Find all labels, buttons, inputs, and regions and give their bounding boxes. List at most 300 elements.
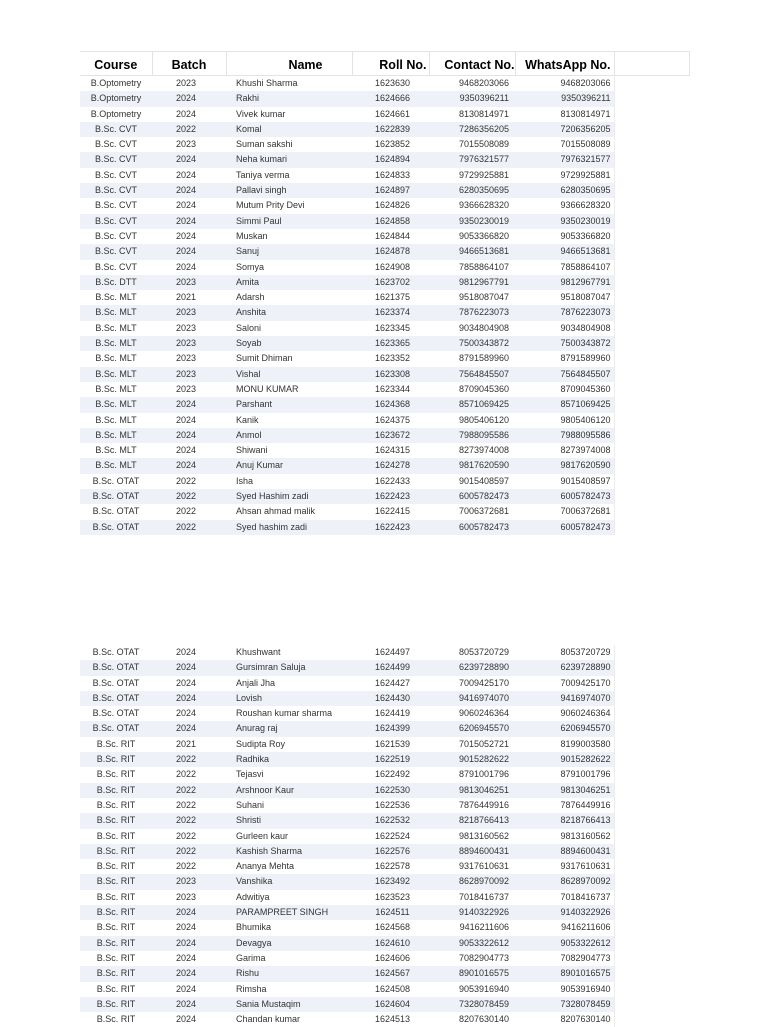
cell-whatsapp: 9060246364 [560, 708, 611, 719]
cell-roll: 1624826 [374, 200, 411, 211]
cell-empty [614, 951, 689, 966]
cell-empty [614, 1012, 689, 1027]
cell-contact: 7018416737 [458, 891, 509, 902]
cell-contact: 6280350695 [429, 183, 515, 198]
cell-whatsapp: 9813160562 [560, 830, 611, 841]
table-row [80, 982, 689, 997]
cell-batch: 2023 [152, 305, 226, 320]
cell-contact: 9053322612 [429, 936, 515, 951]
cell-roll: 1624666 [352, 91, 429, 106]
cell-name: Arshnoor Kaur [226, 783, 352, 798]
cell-name: Vanshika [226, 874, 352, 889]
cell-whatsapp: 7082904773 [560, 952, 611, 963]
cell-whatsapp: 7876449916 [560, 799, 611, 810]
cell-batch: 2024 [152, 91, 226, 106]
cell-whatsapp: 9350230019 [515, 214, 614, 229]
cell-contact: 9468203066 [458, 78, 509, 88]
table-row [80, 367, 689, 382]
cell-contact: 9812967791 [429, 275, 515, 290]
table-row [80, 660, 689, 675]
cell-whatsapp: 9817620590 [515, 458, 614, 473]
cell-empty [614, 351, 689, 366]
cell-roll: 1623523 [374, 891, 411, 902]
header-course: Course [80, 52, 152, 76]
cell-name: Anshita [226, 305, 352, 320]
table-row [80, 859, 689, 874]
cell-whatsapp: 8901016575 [515, 966, 614, 981]
table-row [80, 91, 689, 106]
cell-contact: 8791589960 [458, 353, 509, 364]
cell-whatsapp: 9015282622 [515, 752, 614, 767]
cell-whatsapp: 8628970092 [515, 874, 614, 889]
table-row [80, 504, 689, 519]
cell-name: Amita [226, 275, 352, 290]
cell-name: Suman sakshi [236, 139, 293, 150]
cell-batch: 2022 [175, 799, 197, 810]
cell-course: B.Sc. RIT [80, 874, 152, 889]
cell-empty [614, 122, 689, 137]
cell-batch: 2023 [175, 139, 197, 150]
student-table-1 [80, 51, 690, 535]
cell-batch: 2024 [175, 414, 197, 425]
table-row [80, 107, 689, 122]
cell-empty [614, 798, 689, 813]
cell-batch: 2023 [152, 874, 226, 889]
cell-batch: 2022 [152, 520, 226, 535]
cell-empty [614, 504, 689, 519]
cell-roll: 1623344 [374, 383, 411, 394]
cell-course: B.Sc. RIT [80, 844, 152, 859]
cell-empty [614, 676, 689, 691]
sheet-page-2 [80, 645, 689, 1027]
cell-contact: 9466513681 [429, 244, 515, 259]
cell-roll: 1624661 [374, 108, 411, 119]
cell-whatsapp: 7500343872 [515, 336, 614, 351]
table-row [80, 458, 689, 473]
table-row [80, 474, 689, 489]
cell-contact: 8901016575 [429, 966, 515, 981]
table-row [80, 137, 689, 152]
table-row [80, 890, 689, 905]
cell-course: B.Sc. CVT [94, 200, 137, 211]
cell-course: B.Sc. OTAT [92, 708, 140, 719]
cell-course: B.Sc. OTAT [80, 691, 152, 706]
cell-batch: 2024 [152, 397, 226, 412]
table-row [80, 183, 689, 198]
cell-name: Anjali Jha [236, 677, 276, 688]
cell-roll: 1622524 [374, 830, 411, 841]
cell-empty [614, 76, 689, 92]
cell-roll: 1623852 [374, 139, 411, 150]
cell-course: B.Sc. CVT [94, 230, 137, 241]
cell-course: B.Sc. MLT [95, 445, 137, 456]
cell-name: Somya [236, 261, 265, 272]
cell-whatsapp: 9813046251 [515, 783, 614, 798]
cell-roll: 1622839 [352, 122, 429, 137]
cell-course: B.Sc. RIT [96, 799, 136, 810]
cell-contact: 7082904773 [458, 952, 509, 963]
cell-name: Rishu [226, 966, 352, 981]
cell-name: Chandan kumar [236, 1014, 301, 1025]
cell-empty [614, 859, 689, 874]
cell-empty [614, 982, 689, 997]
cell-name: Lovish [226, 691, 352, 706]
cell-course: B.Sc. MLT [80, 428, 152, 443]
cell-batch: 2023 [152, 275, 226, 290]
cell-course: B.Sc. RIT [96, 861, 136, 872]
cell-course: B.Sc. CVT [80, 152, 152, 167]
table-row [80, 874, 689, 889]
cell-whatsapp: 8791589960 [560, 353, 611, 364]
cell-batch: 2024 [152, 936, 226, 951]
cell-course: B.Sc. CVT [80, 122, 152, 137]
header-contact: Contact No. [429, 52, 515, 76]
cell-whatsapp: 7328078459 [515, 997, 614, 1012]
table-row [80, 936, 689, 951]
cell-course: B.Sc. MLT [95, 353, 137, 364]
cell-contact: 6206945570 [429, 721, 515, 736]
cell-empty [614, 305, 689, 320]
cell-batch: 2024 [175, 983, 197, 994]
cell-empty [614, 321, 689, 336]
cell-roll: 1623702 [352, 275, 429, 290]
cell-empty [614, 660, 689, 675]
table-row [80, 676, 689, 691]
cell-whatsapp: 8218766413 [515, 813, 614, 828]
cell-name: Vishal [226, 367, 352, 382]
cell-empty [614, 443, 689, 458]
cell-batch: 2024 [152, 966, 226, 981]
cell-batch: 2022 [152, 122, 226, 137]
cell-name: Kashish Sharma [226, 844, 352, 859]
cell-contact: 9317610631 [458, 861, 509, 872]
cell-empty [614, 474, 689, 489]
cell-course: B.Sc. CVT [80, 183, 152, 198]
cell-course: B.Sc. CVT [94, 261, 137, 272]
cell-whatsapp: 7976321577 [515, 152, 614, 167]
table-row [80, 783, 689, 798]
cell-empty [614, 844, 689, 859]
cell-course: B.Sc. MLT [80, 305, 152, 320]
cell-roll: 1623672 [352, 428, 429, 443]
table-row [80, 520, 689, 535]
cell-whatsapp: 9518087047 [560, 292, 611, 303]
cell-roll: 1622433 [374, 475, 411, 486]
cell-batch: 2022 [152, 783, 226, 798]
cell-whatsapp: 7876223073 [515, 305, 614, 320]
cell-whatsapp: 9729925881 [560, 169, 611, 180]
cell-name: Devagya [226, 936, 352, 951]
cell-empty [614, 520, 689, 535]
cell-roll: 1624278 [352, 458, 429, 473]
cell-batch: 2024 [152, 691, 226, 706]
cell-roll: 1624897 [352, 183, 429, 198]
cell-whatsapp: 9468203066 [560, 78, 611, 88]
cell-course: B.Sc. RIT [80, 783, 152, 798]
cell-batch: 2022 [152, 489, 226, 504]
cell-roll: 1622492 [374, 769, 411, 780]
cell-empty [614, 829, 689, 844]
cell-name: Suhani [236, 799, 265, 810]
table-row [80, 905, 689, 920]
cell-contact: 9350230019 [429, 214, 515, 229]
table-row [80, 798, 689, 813]
cell-contact: 8218766413 [429, 813, 515, 828]
cell-empty [614, 367, 689, 382]
cell-name: Sania Mustaqim [226, 997, 352, 1012]
cell-contact: 9805406120 [458, 414, 509, 425]
cell-empty [614, 920, 689, 935]
cell-name: Rimsha [236, 983, 267, 994]
cell-contact: 9053916940 [458, 983, 509, 994]
table-row [80, 336, 689, 351]
cell-batch: 2024 [175, 200, 197, 211]
cell-name: Adwitiya [236, 891, 270, 902]
cell-empty [614, 890, 689, 905]
cell-contact: 9060246364 [458, 708, 509, 719]
cell-whatsapp: 7009425170 [560, 677, 611, 688]
cell-contact: 9034804908 [458, 322, 509, 333]
cell-whatsapp: 7988095586 [515, 428, 614, 443]
cell-empty [614, 137, 689, 152]
cell-roll: 1624513 [374, 1014, 411, 1025]
cell-whatsapp: 9053916940 [560, 983, 611, 994]
cell-course: B.Optometry [80, 91, 152, 106]
cell-roll: 1623492 [352, 874, 429, 889]
cell-course: B.Sc. MLT [80, 458, 152, 473]
cell-batch: 2024 [175, 169, 197, 180]
cell-contact: 7009425170 [458, 677, 509, 688]
cell-whatsapp: 8571069425 [515, 397, 614, 412]
cell-contact: 7328078459 [429, 997, 515, 1012]
table-row [80, 351, 689, 366]
cell-course: B.Sc. RIT [96, 830, 136, 841]
cell-contact: 9140322926 [429, 905, 515, 920]
table-row [80, 382, 689, 397]
cell-contact: 7876449916 [458, 799, 509, 810]
cell-batch: 2023 [152, 336, 226, 351]
cell-roll: 1624894 [352, 152, 429, 167]
cell-name: Syed hashim zadi [226, 520, 352, 535]
cell-course: B.Sc. RIT [96, 983, 136, 994]
cell-empty [614, 936, 689, 951]
cell-batch: 2023 [175, 78, 197, 88]
cell-whatsapp: 8130814971 [560, 108, 611, 119]
cell-course: B.Sc. MLT [80, 397, 152, 412]
cell-contact: 9518087047 [458, 292, 509, 303]
cell-batch: 2024 [175, 708, 197, 719]
cell-batch: 2024 [175, 952, 197, 963]
cell-roll: 1623352 [374, 353, 411, 364]
cell-course: B.Sc. MLT [80, 367, 152, 382]
cell-course: B.Sc. RIT [96, 952, 136, 963]
cell-empty [614, 905, 689, 920]
cell-roll: 1621539 [374, 738, 411, 749]
cell-name: Ahsan ahmad malik [236, 506, 316, 517]
table-row [80, 951, 689, 966]
cell-contact: 7988095586 [429, 428, 515, 443]
cell-contact: 9015282622 [429, 752, 515, 767]
cell-whatsapp: 9416974070 [515, 691, 614, 706]
cell-course: B.Sc. CVT [80, 244, 152, 259]
cell-empty [614, 183, 689, 198]
cell-batch: 2024 [175, 677, 197, 688]
table-row [80, 168, 689, 183]
cell-course: B.Sc. RIT [80, 936, 152, 951]
cell-batch: 2023 [175, 322, 197, 333]
table-row [80, 76, 689, 92]
cell-contact: 9015408597 [458, 475, 509, 486]
cell-name: Muskan [236, 230, 268, 241]
cell-empty [614, 275, 689, 290]
cell-course: B.Sc. MLT [95, 414, 137, 425]
cell-batch: 2024 [152, 183, 226, 198]
table-row [80, 152, 689, 167]
cell-course: B.Sc. RIT [96, 1014, 136, 1025]
cell-empty [614, 290, 689, 305]
cell-course: B.Sc. OTAT [80, 660, 152, 675]
table-row [80, 413, 689, 428]
cell-contact: 7876223073 [429, 305, 515, 320]
cell-name: Radhika [226, 752, 352, 767]
cell-contact: 9416211606 [459, 922, 509, 933]
cell-contact: 9813046251 [429, 783, 515, 798]
cell-batch: 2024 [175, 261, 197, 272]
cell-empty [614, 214, 689, 229]
table-row [80, 214, 689, 229]
cell-course: B.Sc. RIT [96, 738, 136, 749]
header-roll: Roll No. [352, 52, 429, 76]
cell-roll: 1624606 [374, 952, 411, 963]
cell-course: B.Sc. OTAT [92, 647, 140, 657]
table-row [80, 645, 689, 660]
cell-whatsapp: 8053720729 [560, 647, 611, 657]
cell-contact: 8273974008 [458, 445, 509, 456]
cell-whatsapp: 8709045360 [560, 383, 611, 394]
cell-name: Rakhi [226, 91, 352, 106]
cell-batch: 2024 [175, 922, 197, 933]
table-row [80, 737, 689, 752]
cell-whatsapp: 6239728890 [515, 660, 614, 675]
cell-course: B.Sc. CVT [80, 214, 152, 229]
cell-course: B.Sc. MLT [95, 292, 137, 303]
cell-roll: 1624368 [352, 397, 429, 412]
cell-name: Shristi [226, 813, 352, 828]
cell-contact: 8791001796 [458, 769, 509, 780]
cell-contact: 8628970092 [429, 874, 515, 889]
cell-course: B.Sc. DTT [80, 275, 152, 290]
cell-whatsapp: 9015408597 [560, 475, 611, 486]
cell-roll: 1621375 [374, 292, 411, 303]
cell-name: Bhumika [236, 922, 272, 933]
cell-name: Khushwant [236, 647, 281, 657]
sheet-page-1 [80, 51, 689, 535]
cell-roll: 1623365 [352, 336, 429, 351]
cell-whatsapp: 8207630140 [560, 1014, 611, 1025]
cell-name: Komal [226, 122, 352, 137]
cell-course: B.Optometry [90, 108, 142, 119]
table-row [80, 813, 689, 828]
cell-contact: 9813160562 [458, 830, 509, 841]
cell-batch: 2024 [152, 660, 226, 675]
cell-empty [614, 752, 689, 767]
cell-batch: 2023 [152, 367, 226, 382]
cell-empty [614, 489, 689, 504]
cell-whatsapp: 8791001796 [560, 769, 611, 780]
cell-name: Taniya verma [236, 169, 290, 180]
cell-course: B.Sc. OTAT [80, 489, 152, 504]
cell-batch: 2022 [175, 769, 197, 780]
cell-batch: 2024 [152, 721, 226, 736]
cell-roll: 1624499 [352, 660, 429, 675]
cell-empty [614, 721, 689, 736]
cell-empty [614, 382, 689, 397]
cell-whatsapp: 7018416737 [560, 891, 611, 902]
cell-contact: 6005782473 [429, 520, 515, 535]
cell-name: Khushi Sharma [236, 78, 298, 88]
table-row [80, 428, 689, 443]
cell-contact: 7500343872 [429, 336, 515, 351]
cell-course: B.Sc. RIT [80, 752, 152, 767]
cell-course: B.Sc. OTAT [92, 506, 140, 517]
cell-roll: 1624315 [374, 445, 411, 456]
cell-whatsapp: 8894600431 [515, 844, 614, 859]
cell-course: B.Sc. RIT [80, 966, 152, 981]
cell-roll: 1624604 [352, 997, 429, 1012]
cell-empty [614, 244, 689, 259]
header-batch: Batch [152, 52, 226, 76]
header-whatsapp: WhatsApp No. [515, 52, 614, 76]
cell-course: B.Sc. CVT [94, 139, 137, 150]
table-row [80, 752, 689, 767]
cell-course: B.Sc. MLT [95, 383, 137, 394]
cell-roll: 1624568 [374, 922, 411, 933]
cell-course: B.Sc. MLT [95, 322, 137, 333]
cell-name: Ananya Mehta [236, 861, 295, 872]
cell-roll: 1624567 [352, 966, 429, 981]
cell-roll: 1622423 [352, 489, 429, 504]
cell-roll: 1624375 [374, 414, 411, 425]
table-row [80, 321, 689, 336]
cell-roll: 1624399 [352, 721, 429, 736]
cell-whatsapp: 7006372681 [560, 506, 611, 517]
cell-name: Isha [236, 475, 254, 486]
cell-empty [614, 397, 689, 412]
cell-contact: 8709045360 [458, 383, 509, 394]
table-row [80, 997, 689, 1012]
cell-whatsapp: 6280350695 [515, 183, 614, 198]
cell-roll: 1624430 [352, 691, 429, 706]
cell-empty [614, 229, 689, 244]
cell-contact: 7286356205 [429, 122, 515, 137]
cell-course: B.Sc. RIT [80, 813, 152, 828]
table-row [80, 397, 689, 412]
table-row [80, 1012, 689, 1027]
cell-empty [614, 767, 689, 782]
cell-empty [614, 91, 689, 106]
table-body-2 [80, 645, 689, 1027]
cell-name: Parshant [226, 397, 352, 412]
cell-empty [614, 152, 689, 167]
cell-name: Anmol [226, 428, 352, 443]
table-row [80, 275, 689, 290]
cell-contact: 7564845507 [429, 367, 515, 382]
cell-contact: 7858864107 [458, 261, 509, 272]
cell-batch: 2024 [152, 905, 226, 920]
cell-contact: 9053366820 [458, 230, 509, 241]
cell-empty [614, 691, 689, 706]
cell-course: B.Sc. CVT [94, 169, 137, 180]
